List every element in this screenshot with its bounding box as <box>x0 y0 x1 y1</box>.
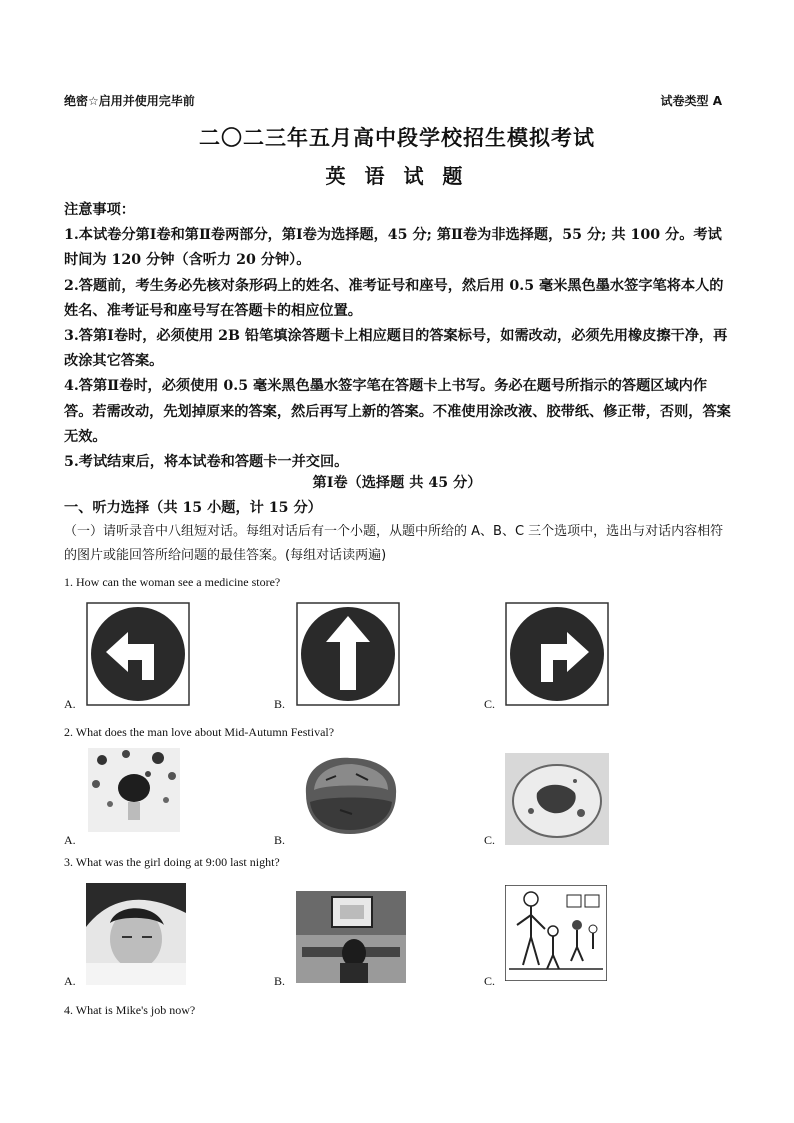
confidential-label: 绝密☆启用并使用完毕前 <box>64 94 195 108</box>
question-1: 1. How can the woman see a medicine store? <box>64 575 281 589</box>
q3-option-c: C. <box>484 974 496 988</box>
notes-heading: 注意事项： <box>64 202 135 218</box>
note-item-2: 2.答题前，考生务必先核对条形码上的姓名、准考证号和座号，然后用 0.5 毫米黑色墨水签字笔将本人的姓名、准考证号和座号写在答题卡的相应位置。 <box>64 277 724 319</box>
turn-right-sign-icon <box>505 602 609 706</box>
note-item-5: 5.考试结束后，将本试卷和答题卡一并交回。 <box>64 454 349 471</box>
exam-title: 二〇二三年五月高中段学校招生模拟考试 <box>199 125 595 150</box>
go-straight-sign-icon <box>296 602 400 706</box>
question-2: 2. What does the man love about Mid-Autumn Festival? <box>64 725 335 739</box>
lantern-photo <box>88 748 180 832</box>
question-4: 4. What is Mike's job now? <box>64 1003 196 1017</box>
note-item-4: 4.答第Ⅱ卷时，必须使用 0.5 毫米黑色墨水签字笔在答题卡上书写。务必在题号所指示的答题区域内作答。若需改动，先划掉原来的答案，然后再写上新的答案。不准使用涂改液、胶带纸、修正带，否则，答案无效。 <box>64 378 731 445</box>
exam-subtitle: 英 语 试 题 <box>325 164 469 188</box>
section1-title: 一、听力选择（共 15 小题，计 15 分） <box>64 500 322 516</box>
turn-left-sign-icon <box>86 602 190 706</box>
q2-option-b: B. <box>274 833 286 847</box>
mooncake-photo <box>296 750 404 838</box>
question-3: 3. What was the girl doing at 9:00 last night? <box>64 855 280 869</box>
q2-option-c: C. <box>484 833 496 847</box>
watching-tv-photo <box>296 891 406 983</box>
q2-option-a: A. <box>64 833 76 847</box>
q1-option-b: B. <box>274 697 286 711</box>
note-item-3: 3.答第Ⅰ卷时，必须使用 2B 铅笔填涂答题卡上相应题目的答案标号，如需改动，必须先用橡皮擦干净，再改涂其它答案。 <box>64 328 728 370</box>
section1-instruction: （一）请听录音中八组短对话。每组对话后有一个小题，从题中所给的 A、B、C 三个选项中，选出与对话内容相符的图片或能回答所给问题的最佳答案。(每组对话读两遍) <box>64 524 724 563</box>
q3-option-b: B. <box>274 974 286 988</box>
mooncake-plate-photo <box>505 753 609 845</box>
playing-with-kids-drawing <box>505 885 607 981</box>
q3-option-a: A. <box>64 974 76 988</box>
q1-option-c: C. <box>484 697 496 711</box>
q1-option-a: A. <box>64 697 76 711</box>
sleeping-girl-photo <box>86 883 186 985</box>
paper-type-label: 试卷类型 A <box>660 94 722 108</box>
note-item-1: 1.本试卷分第Ⅰ卷和第Ⅱ卷两部分，第Ⅰ卷为选择题，45 分; 第Ⅱ卷为非选择题，55 分; 共 100 分。考试时间为 120 分钟（含听力 20 分钟）。 <box>64 227 722 269</box>
notes-block <box>64 198 732 475</box>
part1-title: 第Ⅰ卷（选择题 共 45 分） <box>312 475 482 491</box>
